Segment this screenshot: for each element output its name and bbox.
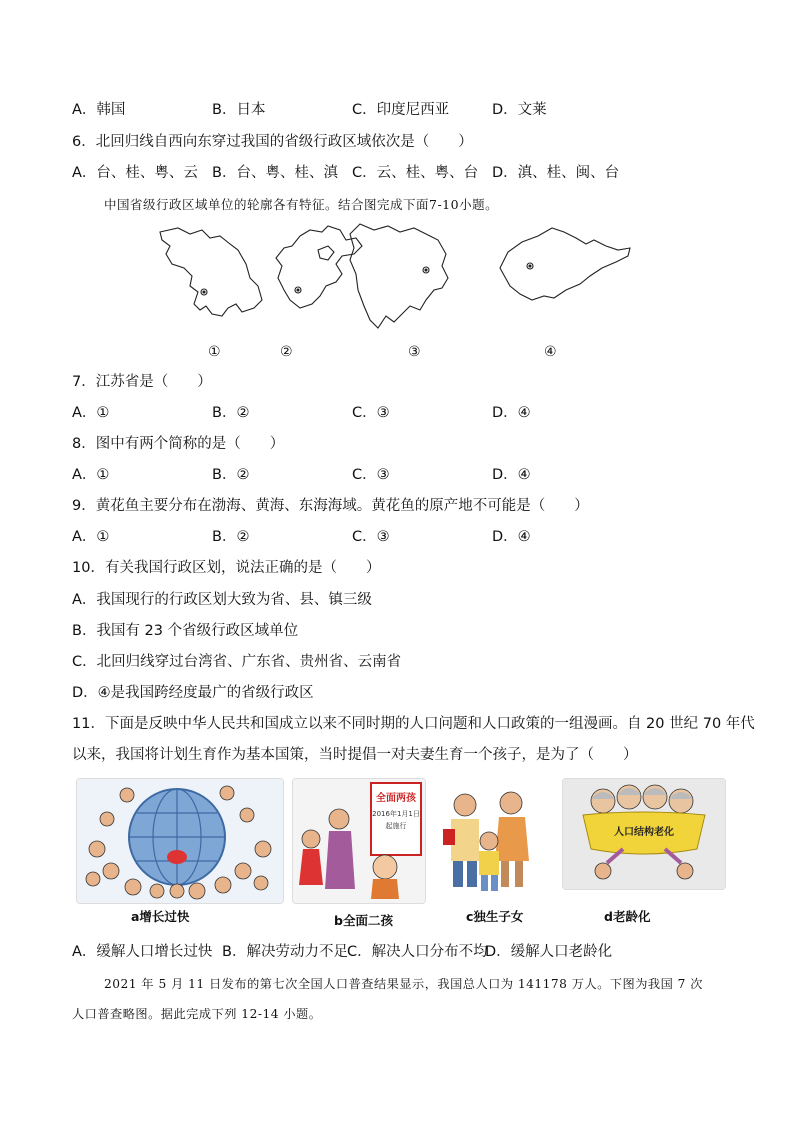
map-label-4: ④ bbox=[544, 344, 557, 360]
q11-option-d: D．缓解人口老龄化 bbox=[485, 944, 613, 960]
q9-question: 9．黄花鱼主要分布在渤海、黄海、东海海域。黄花鱼的原产地不可能是（ ） bbox=[72, 498, 589, 514]
caption-a: a增长过快 bbox=[131, 909, 190, 924]
q11-option-b: B．解决劳动力不足 bbox=[222, 944, 348, 960]
q6-option-c: C．云、桂、粤、台 bbox=[352, 165, 479, 181]
q11-option-a: A．缓解人口增长过快 bbox=[72, 944, 213, 960]
q6-option-a: A．台、桂、粤、云 bbox=[72, 165, 198, 181]
q8-question: 8．图中有两个简称的是（ ） bbox=[72, 436, 285, 452]
census-intro-line2: 人口普查略图。据此完成下列 12-14 小题。 bbox=[72, 1007, 322, 1021]
map-label-1: ① bbox=[208, 344, 221, 360]
cartoon-a-rapid-growth bbox=[76, 778, 284, 904]
sign-b-title: 全面两孩 bbox=[376, 793, 416, 804]
cartoon-b-two-child bbox=[292, 778, 426, 904]
province-outline-1 bbox=[160, 228, 262, 316]
q5-option-d: D．文莱 bbox=[492, 102, 547, 118]
caption-b: b全面二孩 bbox=[334, 913, 393, 928]
q9-option-c: C．③ bbox=[352, 529, 390, 545]
q8-option-b: B．② bbox=[212, 467, 250, 483]
q8-option-d: D．④ bbox=[492, 467, 531, 483]
map-label-2: ② bbox=[280, 344, 293, 360]
sign-b-date: 2016年1月1日 bbox=[372, 810, 420, 818]
q7-option-d: D．④ bbox=[492, 405, 531, 421]
cartoon-d-aging bbox=[562, 778, 726, 890]
q11-question-line1: 11．下面是反映中华人民共和国成立以来不同时期的人口问题和人口政策的一组漫画。自 20 世纪 70 年代 bbox=[72, 716, 755, 732]
q10-option-c: C．北回归线穿过台湾省、广东省、贵州省、云南省 bbox=[72, 654, 402, 670]
q10-option-d: D．④是我国跨经度最广的省级行政区 bbox=[72, 685, 314, 701]
caption-d: d老龄化 bbox=[604, 909, 651, 924]
cartoon-a-image bbox=[77, 779, 283, 903]
q7-question: 7．江苏省是（ ） bbox=[72, 374, 212, 390]
province-outline-4 bbox=[500, 228, 630, 300]
q9-option-b: B．② bbox=[212, 529, 250, 545]
q10-question: 10．有关我国行政区划，说法正确的是（ ） bbox=[72, 560, 381, 576]
q5-option-c: C．印度尼西亚 bbox=[352, 102, 450, 118]
cartoon-c-only-child bbox=[434, 778, 540, 904]
q9-option-d: D．④ bbox=[492, 529, 531, 545]
cartoon-c-image bbox=[435, 779, 539, 903]
census-intro-line1: 2021 年 5 月 11 日发布的第七次全国人口普查结果显示，我国总人口为 141178 万人。下图为我国 7 次 bbox=[104, 977, 703, 991]
q7-option-b: B．② bbox=[212, 405, 250, 421]
q6-option-b: B．台、粤、桂、滇 bbox=[212, 165, 338, 181]
q5-option-a: A．韩国 bbox=[72, 102, 126, 118]
q7-option-c: C．③ bbox=[352, 405, 390, 421]
province-outlines-svg bbox=[150, 220, 640, 340]
sign-b-effective: 起施行 bbox=[385, 822, 407, 830]
q10-option-a: A．我国现行的行政区划大致为省、县、镇三级 bbox=[72, 592, 372, 608]
q5-option-b: B．日本 bbox=[212, 102, 266, 118]
q7-option-a: A．① bbox=[72, 405, 110, 421]
q6-question: 6．北回归线自西向东穿过我国的省级行政区域依次是（ ） bbox=[72, 134, 473, 150]
q9-option-a: A．① bbox=[72, 529, 110, 545]
q11-option-c: C．解决人口分布不均 bbox=[347, 944, 488, 960]
q8-option-a: A．① bbox=[72, 467, 110, 483]
q10-option-b: B．我国有 23 个省级行政区域单位 bbox=[72, 623, 299, 639]
banner-d-text: 人口结构老化 bbox=[614, 827, 674, 838]
maps-intro: 中国省级行政区域单位的轮廓各有特征。结合图完成下面7-10小题。 bbox=[104, 197, 499, 212]
province-outlines-figure bbox=[150, 220, 640, 360]
province-outline-2 bbox=[276, 226, 362, 308]
caption-c: c独生子女 bbox=[466, 909, 524, 924]
q8-option-c: C．③ bbox=[352, 467, 390, 483]
map-label-3: ③ bbox=[408, 344, 421, 360]
province-outline-3 bbox=[350, 224, 448, 328]
q6-option-d: D．滇、桂、闽、台 bbox=[492, 165, 620, 181]
q11-question-line2: 以来，我国将计划生育作为基本国策，当时提倡一对夫妻生育一个孩子，是为了（ ） bbox=[72, 747, 638, 763]
